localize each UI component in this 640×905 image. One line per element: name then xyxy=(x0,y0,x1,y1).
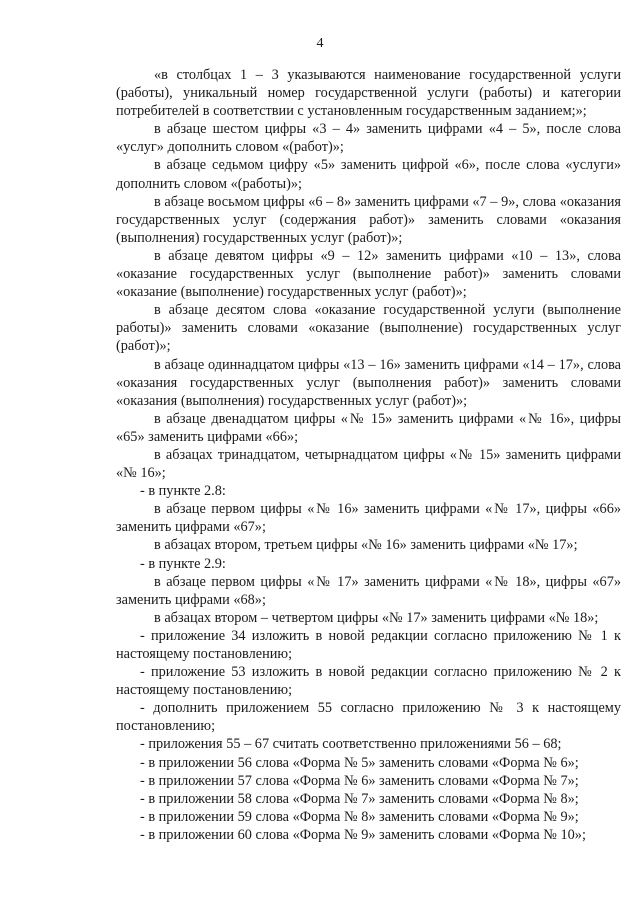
paragraph: в абзаце восьмом цифры «6 – 8» заменить цифрами «7 – 9», слова «оказания государственных услуг (содержания работ)» заменить словами «оказания (выполнения) государственных услуг (работ)»; xyxy=(116,193,621,246)
paragraph: «в столбцах 1 – 3 указываются наименование государственной услуги (работы), уникальный номер государственной услуги (работы) и категории потребителей в соответствии с установленным государственным заданием;»; xyxy=(116,67,621,120)
page-number: 4 xyxy=(316,36,324,51)
paragraph: в абзаце одиннадцатом цифры «13 – 16» заменить цифрами «14 – 17», слова «оказания государственных услуг (выполнения работ)» заменить словами «оказания (выполнения) государственных услуг (работ)»; xyxy=(116,356,621,409)
paragraph: - приложение 53 изложить в новой редакции согласно приложению № 2 к настоящему постановлению; xyxy=(116,664,621,699)
paragraph: в абзаце шестом цифры «3 – 4» заменить цифрами «4 – 5», после слова «услуг» дополнить словом «(работ)»; xyxy=(116,121,621,156)
paragraph: - в пункте 2.8: xyxy=(140,483,226,500)
paragraph: в абзаце девятом цифры «9 – 12» заменить цифрами «10 – 13», слова «оказание государственных услуг (выполнение работ)» заменить словами «оказание (выполнение) государственных услуг (работ)»; xyxy=(116,247,621,301)
paragraph: в абзацах втором – четвертом цифры «№ 17» заменить цифрами «№ 18»; xyxy=(154,609,599,626)
paragraph: - дополнить приложением 55 согласно приложению № 3 к настоящему постановлению; xyxy=(116,700,621,735)
paragraph: - в приложении 57 слова «Форма № 6» заменить словами «Форма № 7»; xyxy=(140,772,579,789)
paragraph: - в приложении 58 слова «Форма № 7» заменить словами «Форма № 8»; xyxy=(140,790,579,807)
paragraph: - в приложении 56 слова «Форма № 5» заменить словами «Форма № 6»; xyxy=(140,754,579,771)
document-body xyxy=(116,66,621,844)
paragraph: - приложения 55 – 67 считать соответственно приложениями 56 – 68; xyxy=(140,736,562,753)
paragraph: в абзаце седьмом цифру «5» заменить цифрой «6», после слова «услуги» дополнить словом «(работы)»; xyxy=(116,157,621,192)
paragraph: в абзацах втором, третьем цифры «№ 16» заменить цифрами «№ 17»; xyxy=(154,537,578,554)
paragraph: в абзаце десятом слова «оказание государственной услуги (выполнение работы)» заменить словами «оказание (выполнение) государственных услуг (работ)»; xyxy=(116,302,621,355)
paragraph: в абзаце первом цифры «№ 16» заменить цифрами «№ 17», цифры «66» заменить цифрами «67»; xyxy=(116,501,621,536)
paragraph: - в приложении 60 слова «Форма № 9» заменить словами «Форма № 10»; xyxy=(140,826,586,843)
paragraph: - в пункте 2.9: xyxy=(140,555,226,572)
paragraph: - приложение 34 изложить в новой редакции согласно приложению № 1 к настоящему постановлению; xyxy=(116,627,621,662)
paragraph: в абзаце двенадцатом цифры «№ 15» заменить цифрами «№ 16», цифры «65» заменить цифрами «66»; xyxy=(116,410,621,445)
paragraph: - в приложении 59 слова «Форма № 8» заменить словами «Форма № 9»; xyxy=(140,808,579,825)
paragraph: в абзацах тринадцатом, четырнадцатом цифры «№ 15» заменить цифрами «№ 16»; xyxy=(116,446,621,482)
paragraph: в абзаце первом цифры «№ 17» заменить цифрами «№ 18», цифры «67» заменить цифрами «68»; xyxy=(116,573,621,608)
